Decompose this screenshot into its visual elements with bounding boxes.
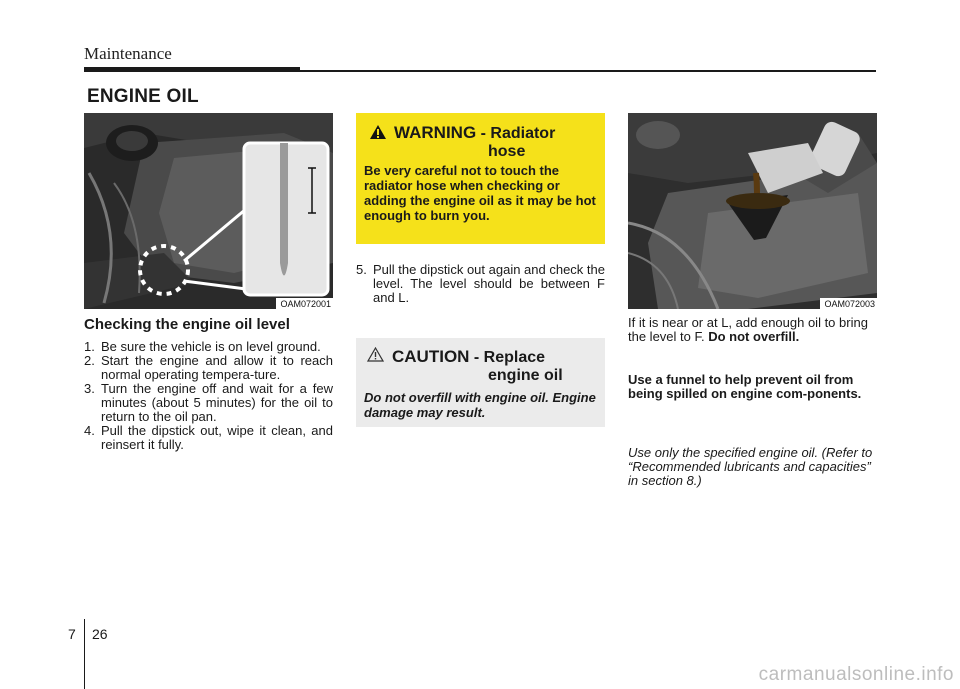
- list-item: [84, 354, 333, 382]
- figure-caption-right: OAM072003: [820, 298, 877, 309]
- list-item: [356, 263, 605, 305]
- caution-label: CAUTION: [392, 347, 470, 366]
- step-5: [356, 263, 605, 305]
- header-rule-thick: [84, 67, 300, 72]
- warning-label: WARNING: [394, 123, 477, 142]
- step-text: Pull the dipstick out again and check the level. The level should be between F and L.: [373, 262, 605, 305]
- checking-oil-heading: Checking the engine oil level: [84, 316, 290, 333]
- engine-dipstick-photo: [84, 113, 333, 309]
- warning-box: [356, 113, 605, 244]
- step-text: Turn the engine off and wait for a few minutes (about 5 minutes) for the oil to return to the oil pan.: [101, 381, 333, 424]
- caution-subject-line2: engine oil: [488, 367, 563, 384]
- caution-triangle-icon: [367, 347, 384, 362]
- step-text: Start the engine and allow it to reach normal operating tempera-ture.: [101, 353, 333, 382]
- oil-level-paragraph: [628, 316, 877, 344]
- warning-body: Be very careful not to touch the radiator hose when checking or adding the engine oil as it may be hot enough to burn you.: [364, 163, 596, 223]
- caution-body: Do not overfill with engine oil. Engine damage may result.: [364, 390, 596, 420]
- list-item: [84, 340, 333, 354]
- funnel-paragraph: Use a funnel to help prevent oil from being spilled on engine com-ponents.: [628, 372, 862, 401]
- warning-title: [394, 123, 555, 161]
- warning-subject-line1: Radiator: [490, 125, 556, 142]
- footer-rule: [84, 619, 85, 689]
- figure-caption-left: OAM072001: [276, 298, 333, 309]
- step-number: 5.: [356, 262, 367, 277]
- oil-funnel-photo: [628, 113, 877, 309]
- step-number: 3.: [84, 381, 95, 396]
- step-number: 4.: [84, 423, 95, 438]
- list-item: [84, 382, 333, 424]
- section-title: ENGINE OIL: [87, 86, 199, 107]
- step-text: Pull the dipstick out, wipe it clean, and reinsert it fully.: [101, 423, 333, 452]
- step-number: 2.: [84, 353, 95, 368]
- do-not-overfill-text: Do not overfill.: [708, 329, 800, 344]
- caution-dash: -: [469, 349, 484, 366]
- page-header-title: Maintenance: [84, 44, 172, 63]
- caution-title: [392, 347, 563, 385]
- warning-subject-line2: hose: [488, 143, 526, 160]
- step-number: 1.: [84, 339, 95, 354]
- caution-box: [356, 338, 605, 427]
- watermark: carmanualsonline.info: [758, 664, 954, 685]
- chapter-number: 7: [68, 626, 76, 642]
- oil-level-text: If it is near or at L, add enough oil to bring the level to F.: [628, 315, 868, 344]
- step-text: Be sure the vehicle is on level ground.: [101, 339, 321, 354]
- page-number: 26: [92, 626, 108, 642]
- checking-steps-list: [84, 340, 333, 452]
- step-5-list: [356, 263, 605, 305]
- caution-subject-line1: Replace: [483, 349, 546, 366]
- warning-dash: -: [476, 125, 491, 142]
- specified-oil-paragraph: Use only the specified engine oil. (Refer to “Recommended lubricants and capacities” in section 8.): [628, 445, 873, 488]
- warning-triangle-icon: [369, 124, 387, 140]
- list-item: [84, 424, 333, 452]
- header-rule-thin: [300, 70, 876, 72]
